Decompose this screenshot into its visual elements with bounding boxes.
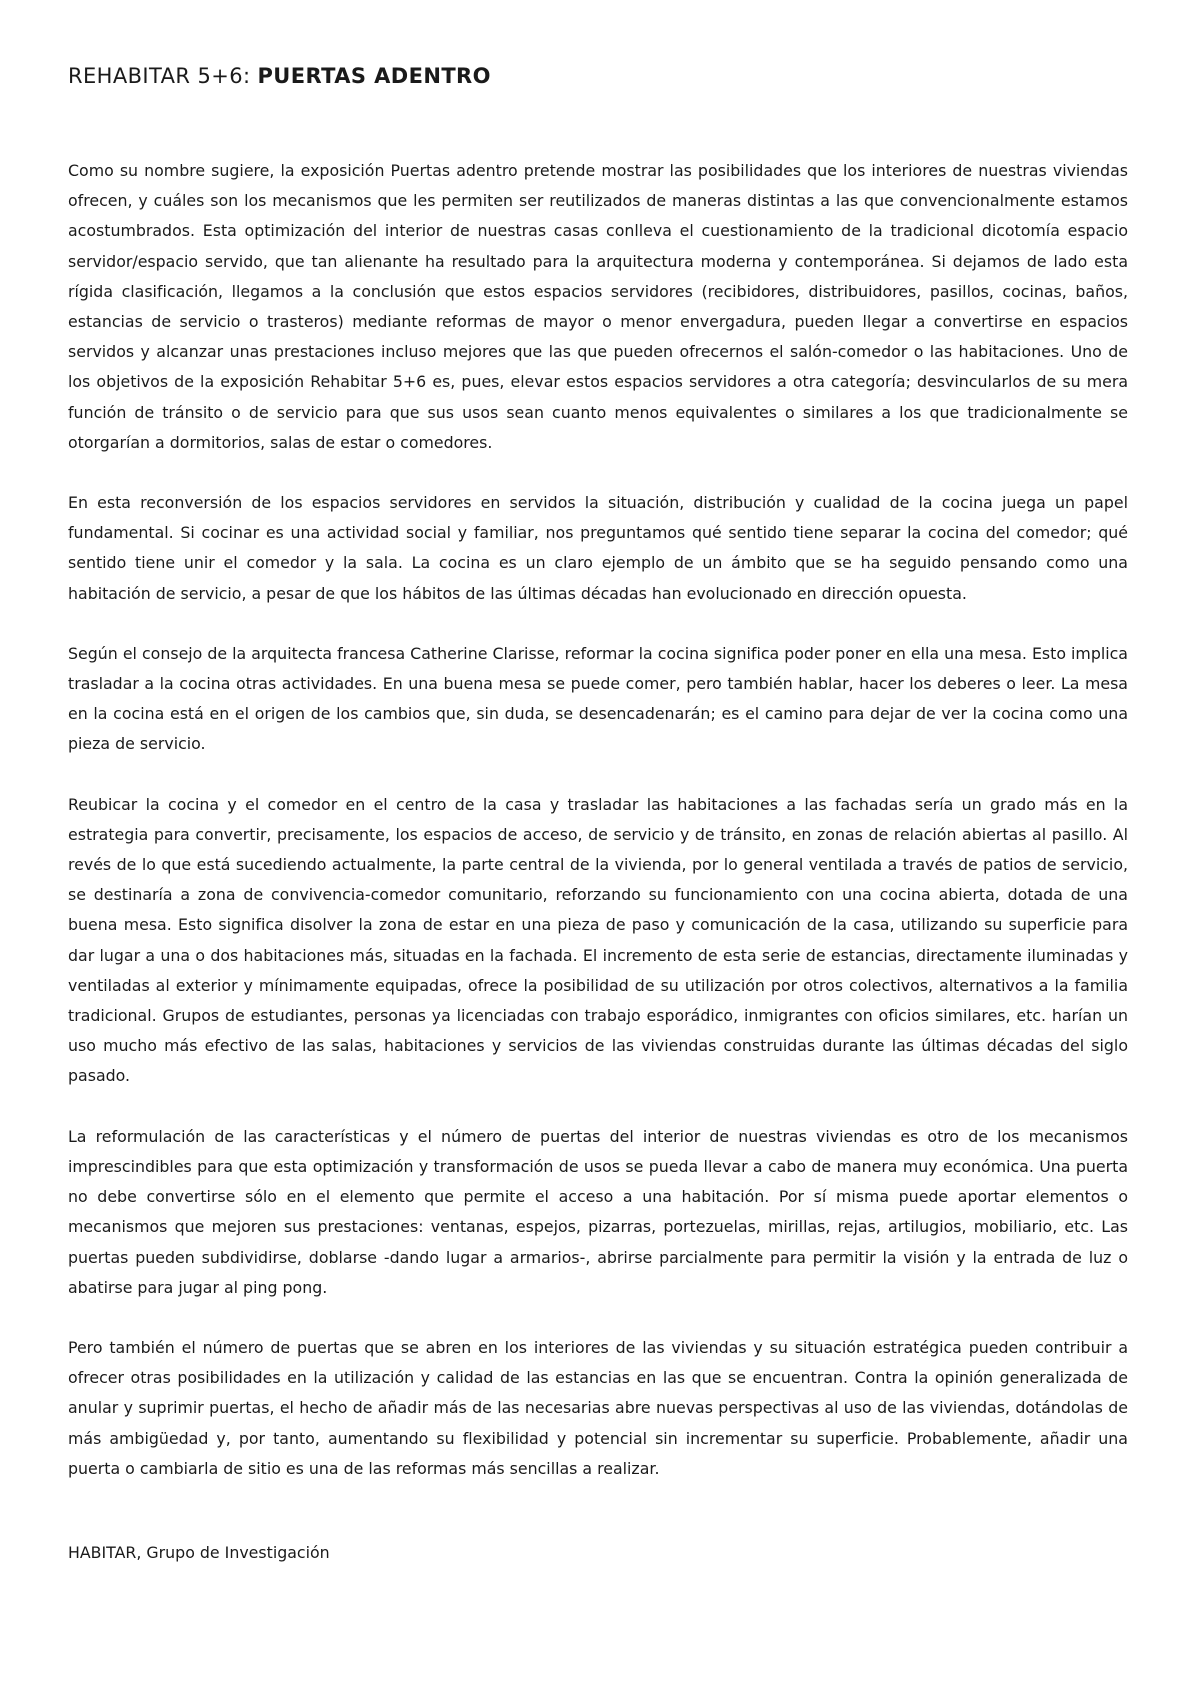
author-signature: HABITAR, Grupo de Investigación xyxy=(68,1543,330,1562)
paragraph-1: Como su nombre sugiere, la exposición Puertas adentro pretende mostrar las posibilidades que los interiores de nuestras viviendas ofrecen, y cuáles son los mecanismos que les permiten ser reutilizados de maneras distintas a las que convencionalmente estamos acostumbrados. Esta optimización del interior de nuestras casas conlleva el cuestionamiento de la tradicional dicotomía espacio servidor/espacio servido, que tan alienante ha resultado para la arquitectura moderna y contemporánea. Si dejamos de lado esta rígida clasificación, llegamos a la conclusión que estos espacios servidores (recibidores, distribuidores, pasillos, cocinas, baños, estancias de servicio o trasteros) mediante reformas de mayor o menor envergadura, pueden llegar a convertirse en espacios servidos y alcanzar unas prestaciones incluso mejores que las que pueden ofrecernos el salón-comedor o las habitaciones. Uno de los objetivos de la exposición Rehabitar 5+6 es, pues, elevar estos espacios servidores a otra categoría; desvincularlos de su mera función de tránsito o de servicio para que sus usos sean cuanto menos equivalentes o similares a los que tradicionalmente se otorgarían a dormitorios, salas de estar o comedores. xyxy=(68,161,1128,452)
paragraph-2: En esta reconversión de los espacios servidores en servidos la situación, distribución y cualidad de la cocina juega un papel fundamental. Si cocinar es una actividad social y familiar, nos preguntamos qué sentido tiene separar la cocina del comedor; qué sentido tiene unir el comedor y la sala. La cocina es un claro ejemplo de un ámbito que se ha seguido pensando como una habitación de servicio, a pesar de que los hábitos de las últimas décadas han evolucionado en dirección opuesta. xyxy=(68,493,1128,603)
paragraph-6: Pero también el número de puertas que se abren en los interiores de las viviendas y su situación estratégica pueden contribuir a ofrecer otras posibilidades en la utilización y calidad de las estancias en las que se encuentran. Contra la opinión generalizada de anular y suprimir puertas, el hecho de añadir más de las necesarias abre nuevas perspectivas al uso de las viviendas, dotándolas de más ambigüedad y, por tanto, aumentando su flexibilidad y potencial sin incrementar su superficie. Probablemente, añadir una puerta o cambiarla de sitio es una de las reformas más sencillas a realizar. xyxy=(68,1337,1128,1478)
title-prefix: REHABITAR 5+6: xyxy=(68,64,258,88)
article-body xyxy=(68,156,1128,1514)
paragraph-5: La reformulación de las características y el número de puertas del interior de nuestras viviendas es otro de los mecanismos imprescindibles para que esta optimización y transformación de usos se pueda llevar a cabo de manera muy económica. Una puerta no debe convertirse sólo en el elemento que permite el acceso a una habitación. Por sí misma puede aportar elementos o mecanismos que mejoren sus prestaciones: ventanas, espejos, pizarras, portezuelas, mirillas, rejas, artilugios, mobiliario, etc. Las puertas pueden subdividirse, doblarse -dando lugar a armarios-, abrirse parcialmente para permitir la visión y la entrada de luz o abatirse para jugar al ping pong. xyxy=(68,1126,1128,1297)
paragraph-3: Según el consejo de la arquitecta francesa Catherine Clarisse, reformar la cocina significa poder poner en ella una mesa. Esto implica trasladar a la cocina otras actividades. En una buena mesa se puede comer, pero también hablar, hacer los deberes o leer. La mesa en la cocina está en el origen de los cambios que, sin duda, se desencadenarán; es el camino para dejar de ver la cocina como una pieza de servicio. xyxy=(68,643,1128,754)
title-bold: PUERTAS ADENTRO xyxy=(257,64,491,88)
page-title xyxy=(68,64,491,88)
paragraph-4: Reubicar la cocina y el comedor en el centro de la casa y trasladar las habitaciones a las fachadas sería un grado más en la estrategia para convertir, precisamente, los espacios de acceso, de servicio y de tránsito, en zonas de relación abiertas al pasillo. Al revés de lo que está sucediendo actualmente, la parte central de la vivienda, por lo general ventilada a través de patios de servicio, se destinaría a zona de convivencia-comedor comunitario, reforzando su funcionamiento con una cocina abierta, dotada de una buena mesa. Esto significa disolver la zona de estar en una pieza de paso y comunicación de la casa, utilizando su superficie para dar lugar a una o dos habitaciones más, situadas en la fachada. El incremento de esta serie de estancias, directamente iluminadas y ventiladas al exterior y mínimamente equipadas, ofrece la posibilidad de su utilización por otros colectivos, alternativos a la familia tradicional. Grupos de estudiantes, personas ya licenciadas con trabajo esporádico, inmigrantes con oficios similares, etc. harían un uso mucho más efectivo de las salas, habitaciones y servicios de las viviendas construidas durante las últimas décadas del siglo pasado. xyxy=(68,794,1128,1086)
document-page xyxy=(68,0,1128,1683)
